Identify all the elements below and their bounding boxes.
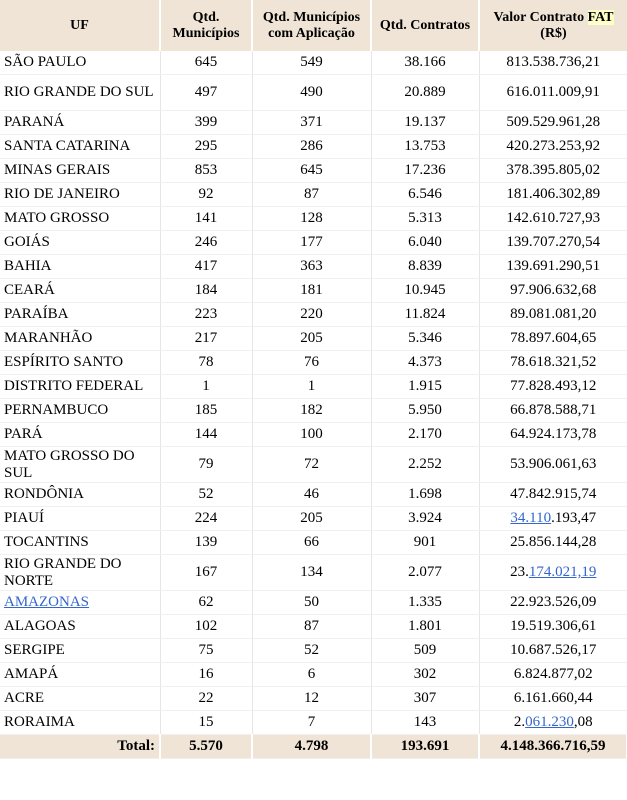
cell-contratos: 6.546 xyxy=(371,183,479,207)
cell-uf: PARÁ xyxy=(0,423,160,447)
header-uf: UF xyxy=(0,0,160,51)
cell-contratos: 8.839 xyxy=(371,255,479,279)
table-row xyxy=(0,159,627,183)
cell-contratos: 2.170 xyxy=(371,423,479,447)
cell-municipios: 78 xyxy=(160,351,252,375)
cell-valor: 19.519.306,61 xyxy=(479,615,627,639)
cell-valor: 78.897.604,65 xyxy=(479,327,627,351)
cell-valor: 47.842.915,74 xyxy=(479,483,627,507)
cell-municipios: 853 xyxy=(160,159,252,183)
table-row xyxy=(0,531,627,555)
cell-valor: 22.923.526,09 xyxy=(479,591,627,615)
cell-municipios: 52 xyxy=(160,483,252,507)
table-row xyxy=(0,207,627,231)
cell-municipios: 75 xyxy=(160,639,252,663)
cell-uf: SÃO PAULO xyxy=(0,51,160,75)
cell-valor: 378.395.805,02 xyxy=(479,159,627,183)
cell-contratos: 3.924 xyxy=(371,507,479,531)
cell-municipios: 184 xyxy=(160,279,252,303)
cell-municipios: 102 xyxy=(160,615,252,639)
cell-uf: ALAGOAS xyxy=(0,615,160,639)
cell-uf: TOCANTINS xyxy=(0,531,160,555)
cell-contratos: 5.346 xyxy=(371,327,479,351)
cell-contratos: 2.077 xyxy=(371,555,479,591)
cell-uf: RIO GRANDE DO SUL xyxy=(0,75,160,111)
header-valor-highlight: FAT xyxy=(587,9,614,25)
table-row xyxy=(0,75,627,111)
cell-municipios: 167 xyxy=(160,555,252,591)
cell-contratos: 5.313 xyxy=(371,207,479,231)
cell-valor: 64.924.173,78 xyxy=(479,423,627,447)
cell-uf: MINAS GERAIS xyxy=(0,159,160,183)
cell-com-aplicacao: 182 xyxy=(252,399,371,423)
table-row xyxy=(0,399,627,423)
cell-com-aplicacao: 87 xyxy=(252,615,371,639)
cell-uf: PIAUÍ xyxy=(0,507,160,531)
cell-contratos: 5.950 xyxy=(371,399,479,423)
cell-valor: 181.406.302,89 xyxy=(479,183,627,207)
cell-valor: 813.538.736,21 xyxy=(479,51,627,75)
header-row xyxy=(0,0,627,51)
cell-com-aplicacao: 12 xyxy=(252,687,371,711)
cell-municipios: 92 xyxy=(160,183,252,207)
cell-com-aplicacao: 363 xyxy=(252,255,371,279)
table-row xyxy=(0,303,627,327)
cell-municipios: 62 xyxy=(160,591,252,615)
cell-valor: 66.878.588,71 xyxy=(479,399,627,423)
cell-contratos: 19.137 xyxy=(371,111,479,135)
cell-municipios: 224 xyxy=(160,507,252,531)
total-label: Total: xyxy=(0,735,160,759)
cell-valor: 10.687.526,17 xyxy=(479,639,627,663)
cell-com-aplicacao: 205 xyxy=(252,327,371,351)
cell-valor: 77.828.493,12 xyxy=(479,375,627,399)
table-row xyxy=(0,255,627,279)
cell-com-aplicacao: 371 xyxy=(252,111,371,135)
cell-uf: PARANÁ xyxy=(0,111,160,135)
cell-municipios: 417 xyxy=(160,255,252,279)
cell-uf: PARAÍBA xyxy=(0,303,160,327)
cell-contratos: 1.915 xyxy=(371,375,479,399)
cell-uf: MATO GROSSO xyxy=(0,207,160,231)
table-row xyxy=(0,375,627,399)
cell-contratos: 20.889 xyxy=(371,75,479,111)
cell-com-aplicacao: 134 xyxy=(252,555,371,591)
cell-com-aplicacao: 1 xyxy=(252,375,371,399)
table-row xyxy=(0,591,627,615)
cell-contratos: 143 xyxy=(371,711,479,735)
cell-uf: CEARÁ xyxy=(0,279,160,303)
cell-com-aplicacao: 177 xyxy=(252,231,371,255)
total-row xyxy=(0,735,627,759)
valor-prefix: 23. xyxy=(510,564,529,580)
cell-municipios: 185 xyxy=(160,399,252,423)
valor-suffix: ,08 xyxy=(573,714,593,730)
cell-municipios: 15 xyxy=(160,711,252,735)
cell-municipios: 295 xyxy=(160,135,252,159)
cell-uf: SANTA CATARINA xyxy=(0,135,160,159)
cell-valor xyxy=(479,555,627,591)
cell-municipios: 16 xyxy=(160,663,252,687)
cell-com-aplicacao: 50 xyxy=(252,591,371,615)
table-row xyxy=(0,615,627,639)
table-row xyxy=(0,711,627,735)
cell-com-aplicacao: 205 xyxy=(252,507,371,531)
cell-com-aplicacao: 220 xyxy=(252,303,371,327)
cell-uf: RORAIMA xyxy=(0,711,160,735)
cell-com-aplicacao: 66 xyxy=(252,531,371,555)
cell-uf: ACRE xyxy=(0,687,160,711)
cell-municipios: 497 xyxy=(160,75,252,111)
cell-uf: RIO DE JANEIRO xyxy=(0,183,160,207)
table-row xyxy=(0,447,627,483)
cell-municipios: 22 xyxy=(160,687,252,711)
cell-municipios: 246 xyxy=(160,231,252,255)
cell-uf: GOIÁS xyxy=(0,231,160,255)
header-valor-prefix: Valor Contrato xyxy=(493,9,585,25)
cell-valor: 616.011.009,91 xyxy=(479,75,627,111)
cell-valor: 6.824.877,02 xyxy=(479,663,627,687)
cell-com-aplicacao: 6 xyxy=(252,663,371,687)
header-com-aplicacao: Qtd. Municípios com Aplicação xyxy=(252,0,371,51)
cell-com-aplicacao: 181 xyxy=(252,279,371,303)
table-row xyxy=(0,183,627,207)
cell-contratos: 1.335 xyxy=(371,591,479,615)
cell-valor: 89.081.081,20 xyxy=(479,303,627,327)
cell-contratos: 38.166 xyxy=(371,51,479,75)
cell-contratos: 13.753 xyxy=(371,135,479,159)
table-row xyxy=(0,111,627,135)
cell-contratos: 509 xyxy=(371,639,479,663)
cell-com-aplicacao: 46 xyxy=(252,483,371,507)
table-row xyxy=(0,423,627,447)
total-com-aplicacao: 4.798 xyxy=(252,735,371,759)
cell-com-aplicacao: 286 xyxy=(252,135,371,159)
table-row xyxy=(0,279,627,303)
cell-valor: 97.906.632,68 xyxy=(479,279,627,303)
cell-uf: BAHIA xyxy=(0,255,160,279)
cell-uf: MATO GROSSO DO SUL xyxy=(0,447,160,483)
cell-municipios: 399 xyxy=(160,111,252,135)
cell-valor: 25.856.144,28 xyxy=(479,531,627,555)
valor-link[interactable]: 174.021,19 xyxy=(528,564,597,580)
cell-contratos: 10.945 xyxy=(371,279,479,303)
cell-uf: SERGIPE xyxy=(0,639,160,663)
cell-valor: 53.906.061,63 xyxy=(479,447,627,483)
header-valor xyxy=(479,0,627,51)
cell-valor xyxy=(479,711,627,735)
cell-municipios: 217 xyxy=(160,327,252,351)
cell-valor: 509.529.961,28 xyxy=(479,111,627,135)
table-row xyxy=(0,483,627,507)
table-row xyxy=(0,555,627,591)
cell-valor: 142.610.727,93 xyxy=(479,207,627,231)
cell-uf: AMAPÁ xyxy=(0,663,160,687)
cell-com-aplicacao: 128 xyxy=(252,207,371,231)
cell-uf: ESPÍRITO SANTO xyxy=(0,351,160,375)
cell-com-aplicacao: 549 xyxy=(252,51,371,75)
cell-municipios: 144 xyxy=(160,423,252,447)
cell-com-aplicacao: 72 xyxy=(252,447,371,483)
cell-municipios: 79 xyxy=(160,447,252,483)
cell-municipios: 139 xyxy=(160,531,252,555)
uf-link[interactable]: AMAZONAS xyxy=(4,594,90,610)
cell-valor xyxy=(479,507,627,531)
cell-com-aplicacao: 87 xyxy=(252,183,371,207)
cell-com-aplicacao: 490 xyxy=(252,75,371,111)
table-row xyxy=(0,507,627,531)
table-row xyxy=(0,687,627,711)
cell-contratos: 1.801 xyxy=(371,615,479,639)
cell-contratos: 1.698 xyxy=(371,483,479,507)
cell-contratos: 2.252 xyxy=(371,447,479,483)
table-row xyxy=(0,351,627,375)
cell-contratos: 11.824 xyxy=(371,303,479,327)
table-row xyxy=(0,663,627,687)
table-row xyxy=(0,327,627,351)
total-contratos: 193.691 xyxy=(371,735,479,759)
cell-contratos: 17.236 xyxy=(371,159,479,183)
total-municipios: 5.570 xyxy=(160,735,252,759)
valor-suffix: .193,47 xyxy=(551,510,597,526)
cell-valor: 78.618.321,52 xyxy=(479,351,627,375)
cell-contratos: 6.040 xyxy=(371,231,479,255)
header-municipios: Qtd. Municípios xyxy=(160,0,252,51)
cell-valor: 139.707.270,54 xyxy=(479,231,627,255)
valor-link[interactable]: 061.230 xyxy=(525,714,574,730)
cell-municipios: 141 xyxy=(160,207,252,231)
total-valor: 4.148.366.716,59 xyxy=(479,735,627,759)
cell-com-aplicacao: 76 xyxy=(252,351,371,375)
cell-municipios: 223 xyxy=(160,303,252,327)
cell-uf: MARANHÃO xyxy=(0,327,160,351)
cell-uf: PERNAMBUCO xyxy=(0,399,160,423)
cell-municipios: 1 xyxy=(160,375,252,399)
table-row xyxy=(0,639,627,663)
cell-valor: 139.691.290,51 xyxy=(479,255,627,279)
valor-link[interactable]: 34.110 xyxy=(510,510,552,526)
cell-municipios: 645 xyxy=(160,51,252,75)
cell-uf: RONDÔNIA xyxy=(0,483,160,507)
cell-com-aplicacao: 52 xyxy=(252,639,371,663)
cell-uf: RIO GRANDE DO NORTE xyxy=(0,555,160,591)
cell-uf xyxy=(0,591,160,615)
cell-contratos: 302 xyxy=(371,663,479,687)
table-row xyxy=(0,135,627,159)
valor-prefix: 2. xyxy=(513,714,526,730)
table-row xyxy=(0,51,627,75)
table-row xyxy=(0,231,627,255)
cell-contratos: 307 xyxy=(371,687,479,711)
cell-com-aplicacao: 645 xyxy=(252,159,371,183)
cell-contratos: 901 xyxy=(371,531,479,555)
cell-uf: DISTRITO FEDERAL xyxy=(0,375,160,399)
header-valor-suffix: (R$) xyxy=(540,25,567,41)
cell-valor: 420.273.253,92 xyxy=(479,135,627,159)
cell-valor: 6.161.660,44 xyxy=(479,687,627,711)
header-contratos: Qtd. Contratos xyxy=(371,0,479,51)
cell-contratos: 4.373 xyxy=(371,351,479,375)
cell-com-aplicacao: 7 xyxy=(252,711,371,735)
cell-com-aplicacao: 100 xyxy=(252,423,371,447)
